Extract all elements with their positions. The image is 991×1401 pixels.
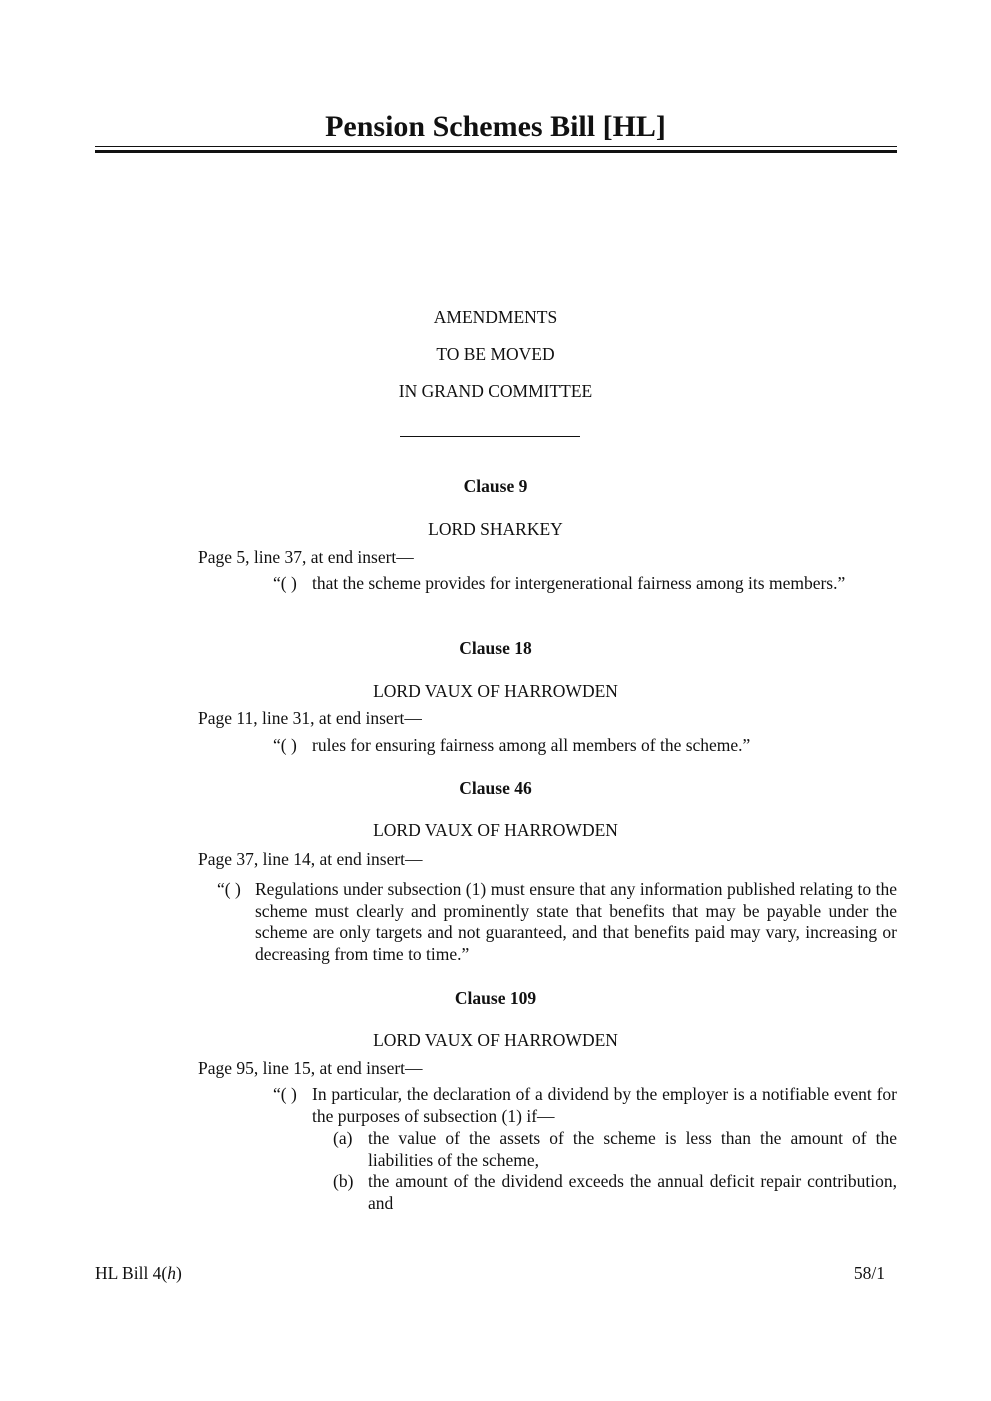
clause-heading: Clause 18 xyxy=(459,638,532,658)
mover-name: LORD VAUX OF HARROWDEN xyxy=(373,1030,618,1050)
amendment-instruction: Page 11, line 31, at end insert— xyxy=(198,708,422,728)
sub-item-text: the amount of the dividend exceeds the annual deficit repair contribution, and xyxy=(368,1171,897,1213)
item-text: In particular, the declaration of a dividend by the employer is a notifiable event for the purposes of subsection (1) if— xyxy=(312,1084,897,1126)
amendment-instruction: Page 95, line 15, at end insert— xyxy=(198,1058,423,1078)
bill-number-prefix: HL Bill 4( xyxy=(95,1263,168,1283)
item-mark: “( ) xyxy=(273,573,297,593)
title-rule-thick xyxy=(95,150,897,153)
mover-name: LORD VAUX OF HARROWDEN xyxy=(373,820,618,840)
item-text: rules for ensuring fairness among all members of the scheme.” xyxy=(312,735,751,755)
mover-name: LORD VAUX OF HARROWDEN xyxy=(373,681,618,701)
sub-item-text: the value of the assets of the scheme is less than the amount of the liabilities of the scheme, xyxy=(368,1128,897,1170)
item-mark: “( ) xyxy=(273,1084,297,1104)
amendment-text xyxy=(217,879,897,965)
amendment-instruction: Page 5, line 37, at end insert— xyxy=(198,547,414,567)
amendment-text xyxy=(273,1084,897,1127)
sub-item-mark: (a) xyxy=(333,1128,353,1148)
sub-item-b xyxy=(333,1171,897,1214)
intro-line-2: TO BE MOVED xyxy=(436,344,555,364)
amendment-text xyxy=(273,573,897,595)
intro-line-1: AMENDMENTS xyxy=(433,307,558,327)
bill-number-suffix: ) xyxy=(176,1263,182,1283)
bill-number xyxy=(95,1263,182,1285)
item-mark: “( ) xyxy=(217,879,241,899)
mover-name: LORD SHARKEY xyxy=(428,519,563,539)
amendment-text xyxy=(273,735,897,757)
bill-number-italic: h xyxy=(167,1263,177,1283)
clause-heading: Clause 46 xyxy=(459,778,532,798)
intro-line-3: IN GRAND COMMITTEE xyxy=(398,381,593,401)
item-mark: “( ) xyxy=(273,735,297,755)
item-text: Regulations under subsection (1) must ensure that any information published relating to the scheme must clearly and prominently state that benefits that may be payable under the scheme are only targets and not guaranteed, and that benefits paid may vary, increasing or decreasing from time to time.” xyxy=(255,879,897,964)
sub-item-mark: (b) xyxy=(333,1171,354,1191)
item-text: that the scheme provides for intergenerational fairness among its members.” xyxy=(312,573,846,593)
bill-title: Pension Schemes Bill [HL] xyxy=(325,110,666,143)
section-divider xyxy=(400,436,580,437)
clause-heading: Clause 9 xyxy=(463,476,528,496)
title-rule-thin xyxy=(95,146,897,147)
clause-heading: Clause 109 xyxy=(454,988,537,1008)
sub-item-a xyxy=(333,1128,897,1171)
amendment-instruction: Page 37, line 14, at end insert— xyxy=(198,849,423,869)
page-reference: 58/1 xyxy=(853,1263,885,1283)
